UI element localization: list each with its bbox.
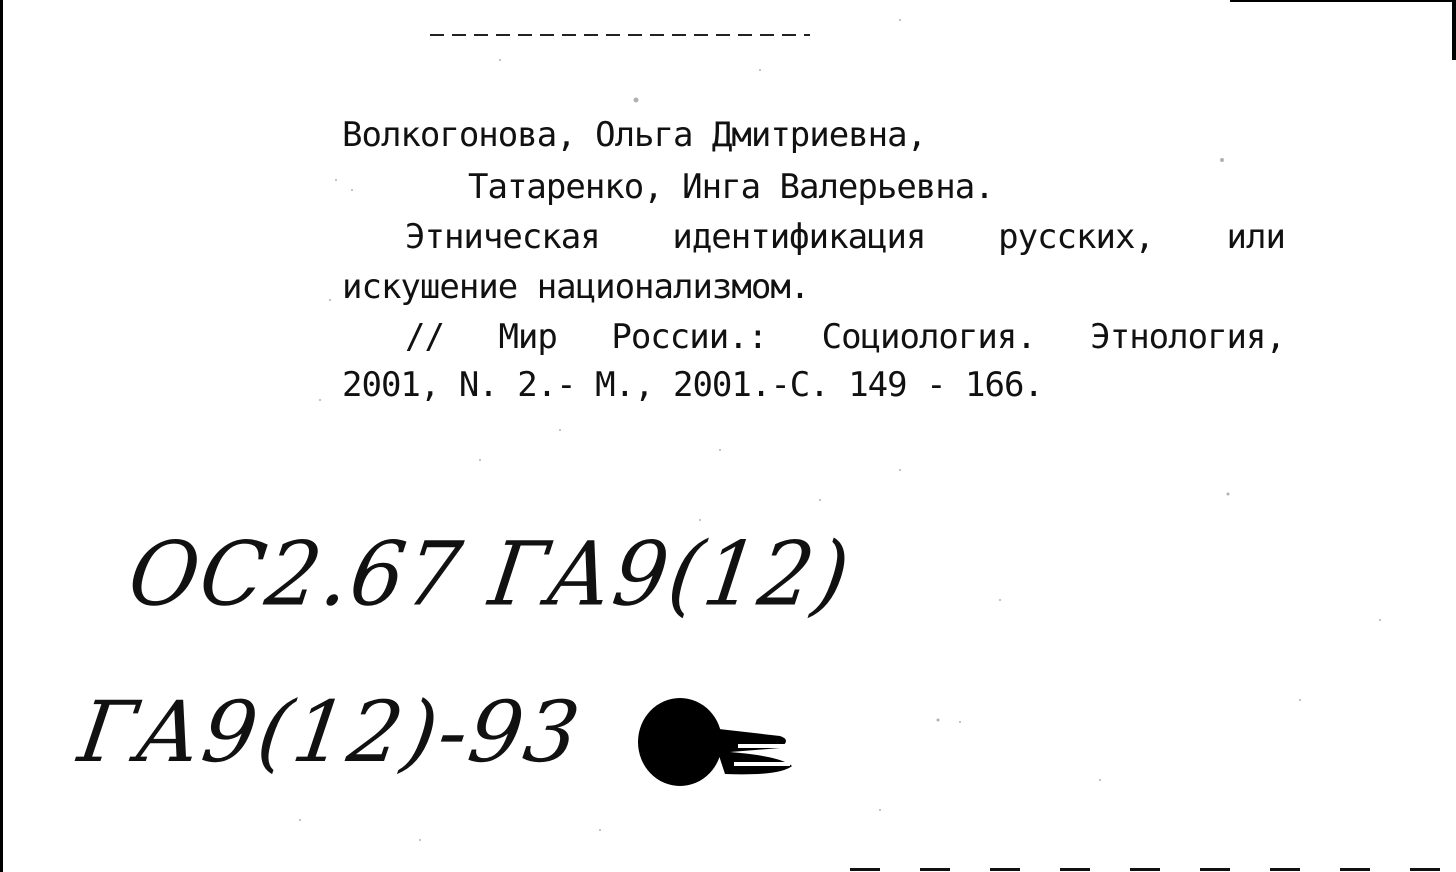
ink-blot <box>630 690 810 800</box>
title-word: или <box>1226 217 1285 257</box>
handwritten-shelfmark: ОС2.67 ГА9(12) <box>122 522 858 626</box>
source-word: Мир <box>498 317 557 357</box>
title-word: русских, <box>998 217 1154 257</box>
source-line-1 <box>405 317 1285 357</box>
card-top-border <box>1230 0 1456 2</box>
card-left-border <box>0 0 3 872</box>
source-line-2: 2001, N. 2.- М., 2001.-С. 149 - 166. <box>342 365 1043 405</box>
source-word: Этнология, <box>1090 317 1285 357</box>
title-word: идентификация <box>672 217 926 257</box>
author-line-2: Татаренко, Инга Валерьевна. <box>468 167 994 207</box>
handwritten-inventory-number: ГА9(12)-93 <box>73 683 588 781</box>
card-right-border <box>1452 0 1456 60</box>
title-line-2: искушение национализмом. <box>342 267 810 307</box>
source-word: Социология. <box>821 317 1036 357</box>
title-line-1 <box>405 217 1285 257</box>
bottom-dashed-rule <box>850 868 1450 871</box>
source-word: // <box>405 317 444 357</box>
author-line-1: Волкогонова, Ольга Дмитриевна, <box>342 115 927 155</box>
title-word: Этническая <box>405 217 600 257</box>
source-word: России.: <box>611 317 768 357</box>
top-dashed-rule <box>430 34 810 36</box>
